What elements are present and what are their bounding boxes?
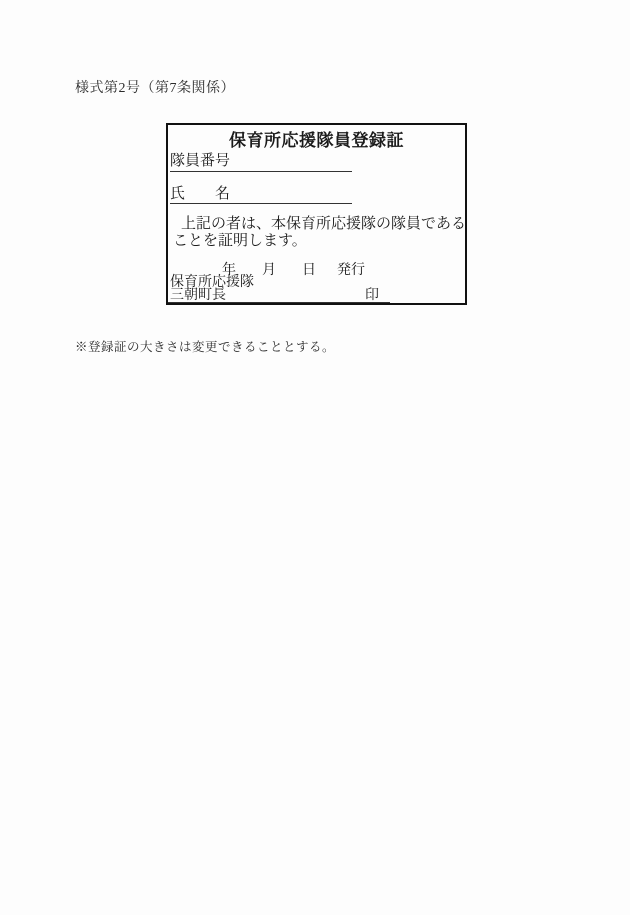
issued-label: 発行 — [337, 261, 365, 277]
month-label: 月 — [262, 261, 276, 277]
certification-statement-line-2: ことを証明します。 — [173, 232, 307, 249]
size-note: ※登録証の大きさは変更できることとする。 — [75, 340, 336, 354]
organization-label: 保育所応援隊 — [170, 273, 254, 289]
form-designation-label: 様式第2号（第7条関係） — [75, 81, 235, 96]
registration-certificate-card — [166, 123, 467, 305]
year-label: 年 — [222, 261, 236, 277]
signature-line — [168, 287, 390, 303]
certificate-title: 保育所応援隊員登録証 — [229, 131, 404, 150]
certification-statement-line-1: 上記の者は、本保育所応援隊の隊員である — [181, 215, 467, 232]
name-field — [170, 185, 352, 204]
certification-statement — [173, 215, 465, 249]
member-number-field — [170, 152, 352, 172]
mayor-label: 三朝町長 — [170, 286, 226, 302]
name-label: 氏 名 — [170, 185, 231, 202]
day-label: 日 — [302, 261, 316, 277]
seal-placeholder-label: 印 — [365, 286, 379, 302]
certificate-content — [168, 125, 465, 303]
member-number-label: 隊員番号 — [170, 152, 231, 169]
